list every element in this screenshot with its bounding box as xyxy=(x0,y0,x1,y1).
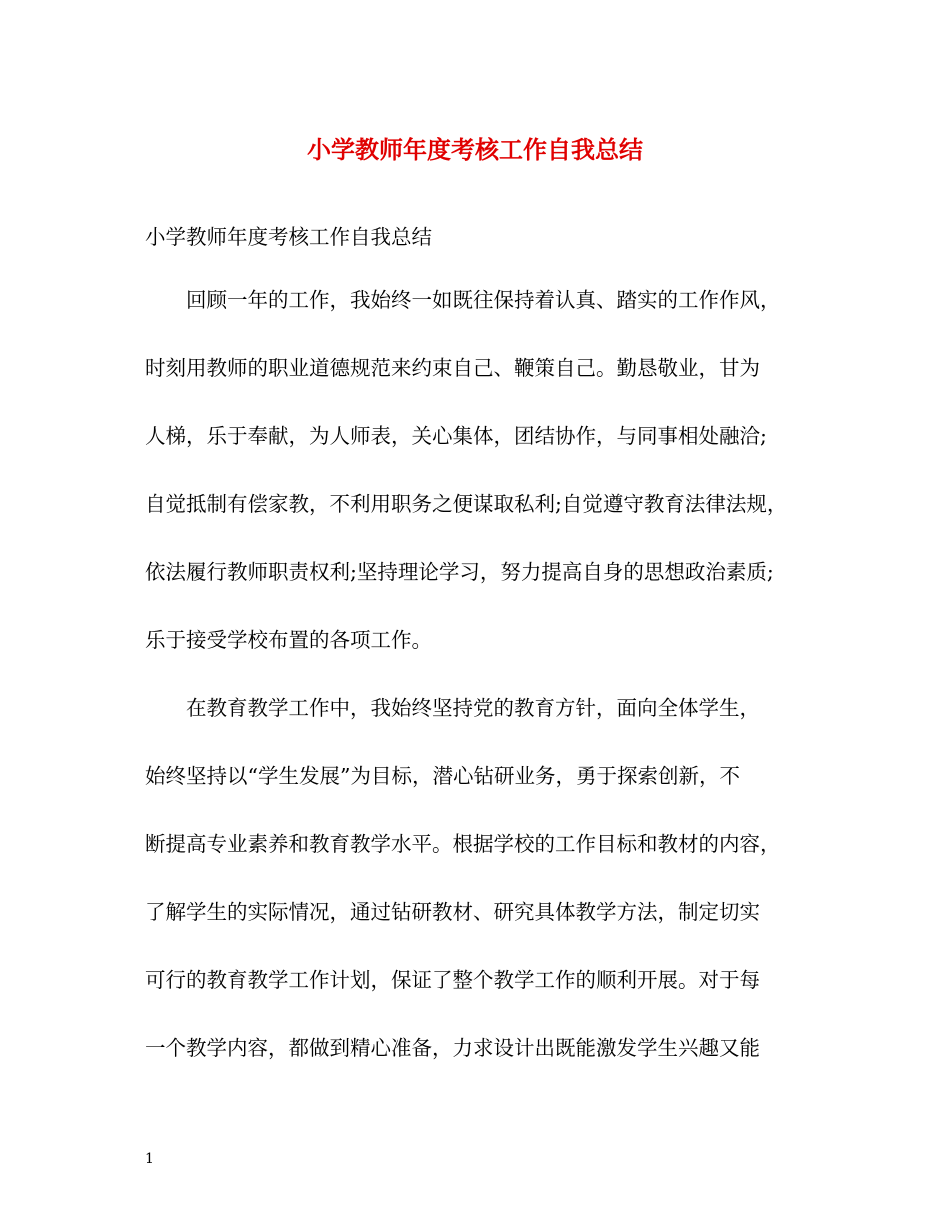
paragraph-line: 回顾一年的工作，我始终一如既往保持着认真、踏实的工作作风， xyxy=(186,288,781,312)
paragraph-line: 时刻用教师的职业道德规范来约束自己、鞭策自己。勤恳敬业，甘为 xyxy=(145,356,760,380)
paragraph-line: 断提高专业素养和教育教学水平。根据学校的工作目标和教材的内容， xyxy=(145,832,781,856)
paragraph-line: 人梯，乐于奉献，为人师表，关心集体，团结协作，与同事相处融洽; xyxy=(145,424,767,448)
document-title: 小学教师年度考核工作自我总结 xyxy=(307,135,643,164)
document-subtitle: 小学教师年度考核工作自我总结 xyxy=(145,225,432,249)
paragraph-line: 一个教学内容，都做到精心准备，力求设计出既能激发学生兴趣又能 xyxy=(145,1036,760,1060)
paragraph-line: 了解学生的实际情况，通过钻研教材、研究具体教学方法，制定切实 xyxy=(145,900,760,924)
page-number: 1 xyxy=(145,1151,154,1167)
paragraph-line: 依法履行教师职责权利;坚持理论学习，努力提高自身的思想政治素质; xyxy=(145,560,774,584)
paragraph-line: 乐于接受学校布置的各项工作。 xyxy=(145,628,432,652)
paragraph-line: 可行的教育教学工作计划，保证了整个教学工作的顺利开展。对于每 xyxy=(145,968,760,992)
paragraph-line: 自觉抵制有偿家教，不利用职务之便谋取私利;自觉遵守教育法律法规， xyxy=(145,492,788,516)
paragraph-line: 在教育教学工作中，我始终坚持党的教育方针，面向全体学生， xyxy=(186,696,760,720)
paragraph-line: 始终坚持以“学生发展”为目标，潜心钻研业务，勇于探索创新，不 xyxy=(145,764,740,788)
